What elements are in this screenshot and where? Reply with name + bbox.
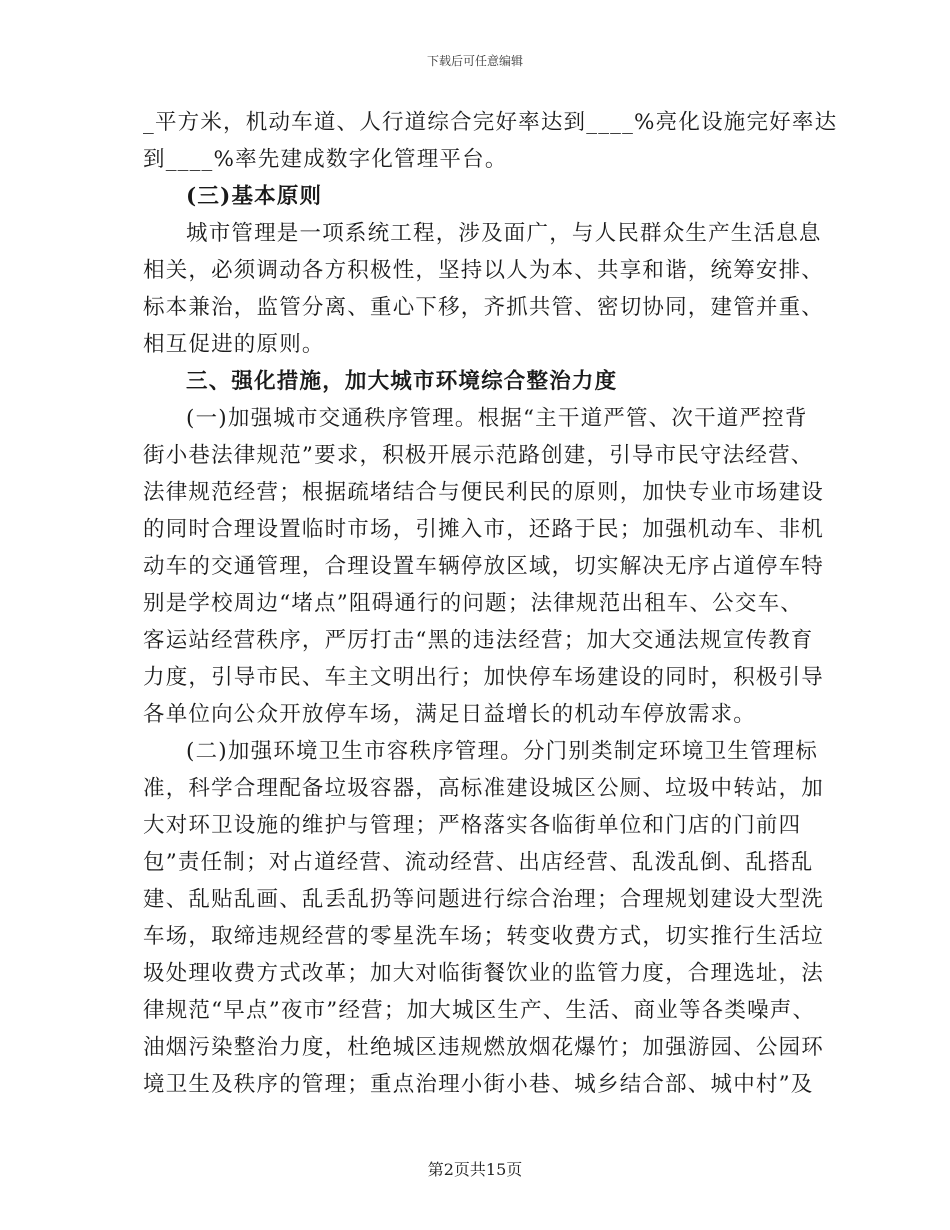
text-line: 大对环卫设施的维护与管理；严格落实各临街单位和门店的门前四 bbox=[143, 813, 802, 838]
text-line: 律规范“早点”夜市”经营；加大城区生产、生活、商业等各类噪声、 bbox=[143, 998, 816, 1023]
text-line: 相关，必须调动各方积极性，坚持以人为本、共享和谐，统筹安排、 bbox=[143, 258, 825, 283]
text-line: 客运站经营秩序，严厉打击“黑的违法经营；加大交通法规宣传教育 bbox=[143, 628, 814, 653]
section-heading: (三)基本原则 bbox=[186, 184, 323, 209]
text-line: 相互促进的原则。 bbox=[143, 332, 325, 357]
text-line: 建、乱贴乱画、乱丢乱扔等问题进行综合治理；合理规划建设大型洗 bbox=[143, 887, 825, 912]
text-line: 各单位向公众开放停车场，满足日益增长的机动车停放需求。 bbox=[143, 702, 756, 727]
section-heading: 三、强化措施，加大城市环境综合整治力度 bbox=[186, 369, 618, 394]
text-line: 包”责任制；对占道经营、流动经营、出店经营、乱泼乱倒、乱搭乱 bbox=[143, 850, 814, 875]
text-line: 动车的交通管理，合理设置车辆停放区域，切实解决无序占道停车特 bbox=[143, 554, 825, 579]
text-line: 圾处理收费方式改革；加大对临街餐饮业的监管力度，合理选址，法 bbox=[143, 961, 825, 986]
text-line: 标本兼治，监管分离、重心下移，齐抓共管、密切协同，建管并重、 bbox=[143, 295, 825, 320]
text-line: (一)加强城市交通秩序管理。根据“主干道严管、次干道严控背 bbox=[186, 406, 808, 431]
text-line: 油烟污染整治力度，杜绝城区违规燃放烟花爆竹；加强游园、公园环 bbox=[143, 1035, 825, 1060]
text-line: 的同时合理设置临时市场，引摊入市，还路于民；加强机动车、非机 bbox=[143, 517, 825, 542]
text-line: 别是学校周边“堵点”阻碍通行的问题；法律规范出租车、公交车、 bbox=[143, 591, 803, 616]
text-line: 街小巷法律规范”要求，积极开展示范路创建，引导市民守法经营、 bbox=[143, 443, 814, 468]
page-header: 下载后可任意编辑 bbox=[426, 54, 523, 68]
text-line: 法律规范经营；根据疏堵结合与便民利民的原则，加快专业市场建设 bbox=[143, 480, 825, 505]
text-line: _平方米，机动车道、人行道综合完好率达到____%亮化设施完好率达 bbox=[143, 110, 838, 135]
text-line: 境卫生及秩序的管理；重点治理小街小巷、城乡结合部、城中村”及 bbox=[143, 1072, 814, 1097]
text-line: 城市管理是一项系统工程，涉及面广，与人民群众生产生活息息 bbox=[186, 221, 822, 246]
text-line: (二)加强环境卫生市容秩序管理。分门别类制定环境卫生管理标 bbox=[186, 739, 819, 764]
text-line: 车场，取缔违规经营的零星洗车场；转变收费方式，切实推行生活垃 bbox=[143, 924, 825, 949]
text-line: 到____%率先建成数字化管理平台。 bbox=[143, 147, 508, 172]
document-body bbox=[143, 104, 838, 1103]
text-line: 准，科学合理配备垃圾容器，高标准建设城区公厕、垃圾中转站，加 bbox=[143, 776, 825, 801]
text-line: 力度，引导市民、车主文明出行；加快停车场建设的同时，积极引导 bbox=[143, 665, 825, 690]
page-number: 第2页共15页 bbox=[427, 1160, 523, 1179]
